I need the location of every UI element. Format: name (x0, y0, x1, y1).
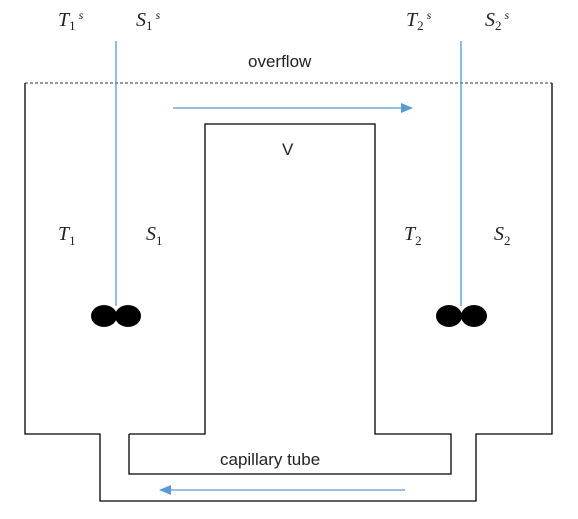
left-reservoir-temp-label: $T_1$ (58, 223, 76, 248)
capillary-tube-label: capillary tube (220, 450, 321, 469)
left-probe-temp-label: $T_1^s$ (58, 8, 84, 33)
left-reservoir-sal-label: $S_1$ (146, 223, 163, 248)
right-reservoir-sal-label: $S_2$ (494, 223, 511, 248)
left-probe-sal-label: $S_1^s$ (136, 8, 161, 33)
right-reservoir-temp-label: $T_2$ (404, 223, 422, 248)
left-stirrer-icon (91, 305, 141, 327)
right-probe-sal-label: $S_2^s$ (485, 8, 510, 33)
overflow-label: overflow (248, 52, 312, 71)
volume-label: V (282, 140, 294, 159)
right-stirrer-icon (436, 305, 487, 327)
right-probe-temp-label: $T_2^s$ (406, 8, 432, 33)
central-block-outline (129, 124, 451, 474)
